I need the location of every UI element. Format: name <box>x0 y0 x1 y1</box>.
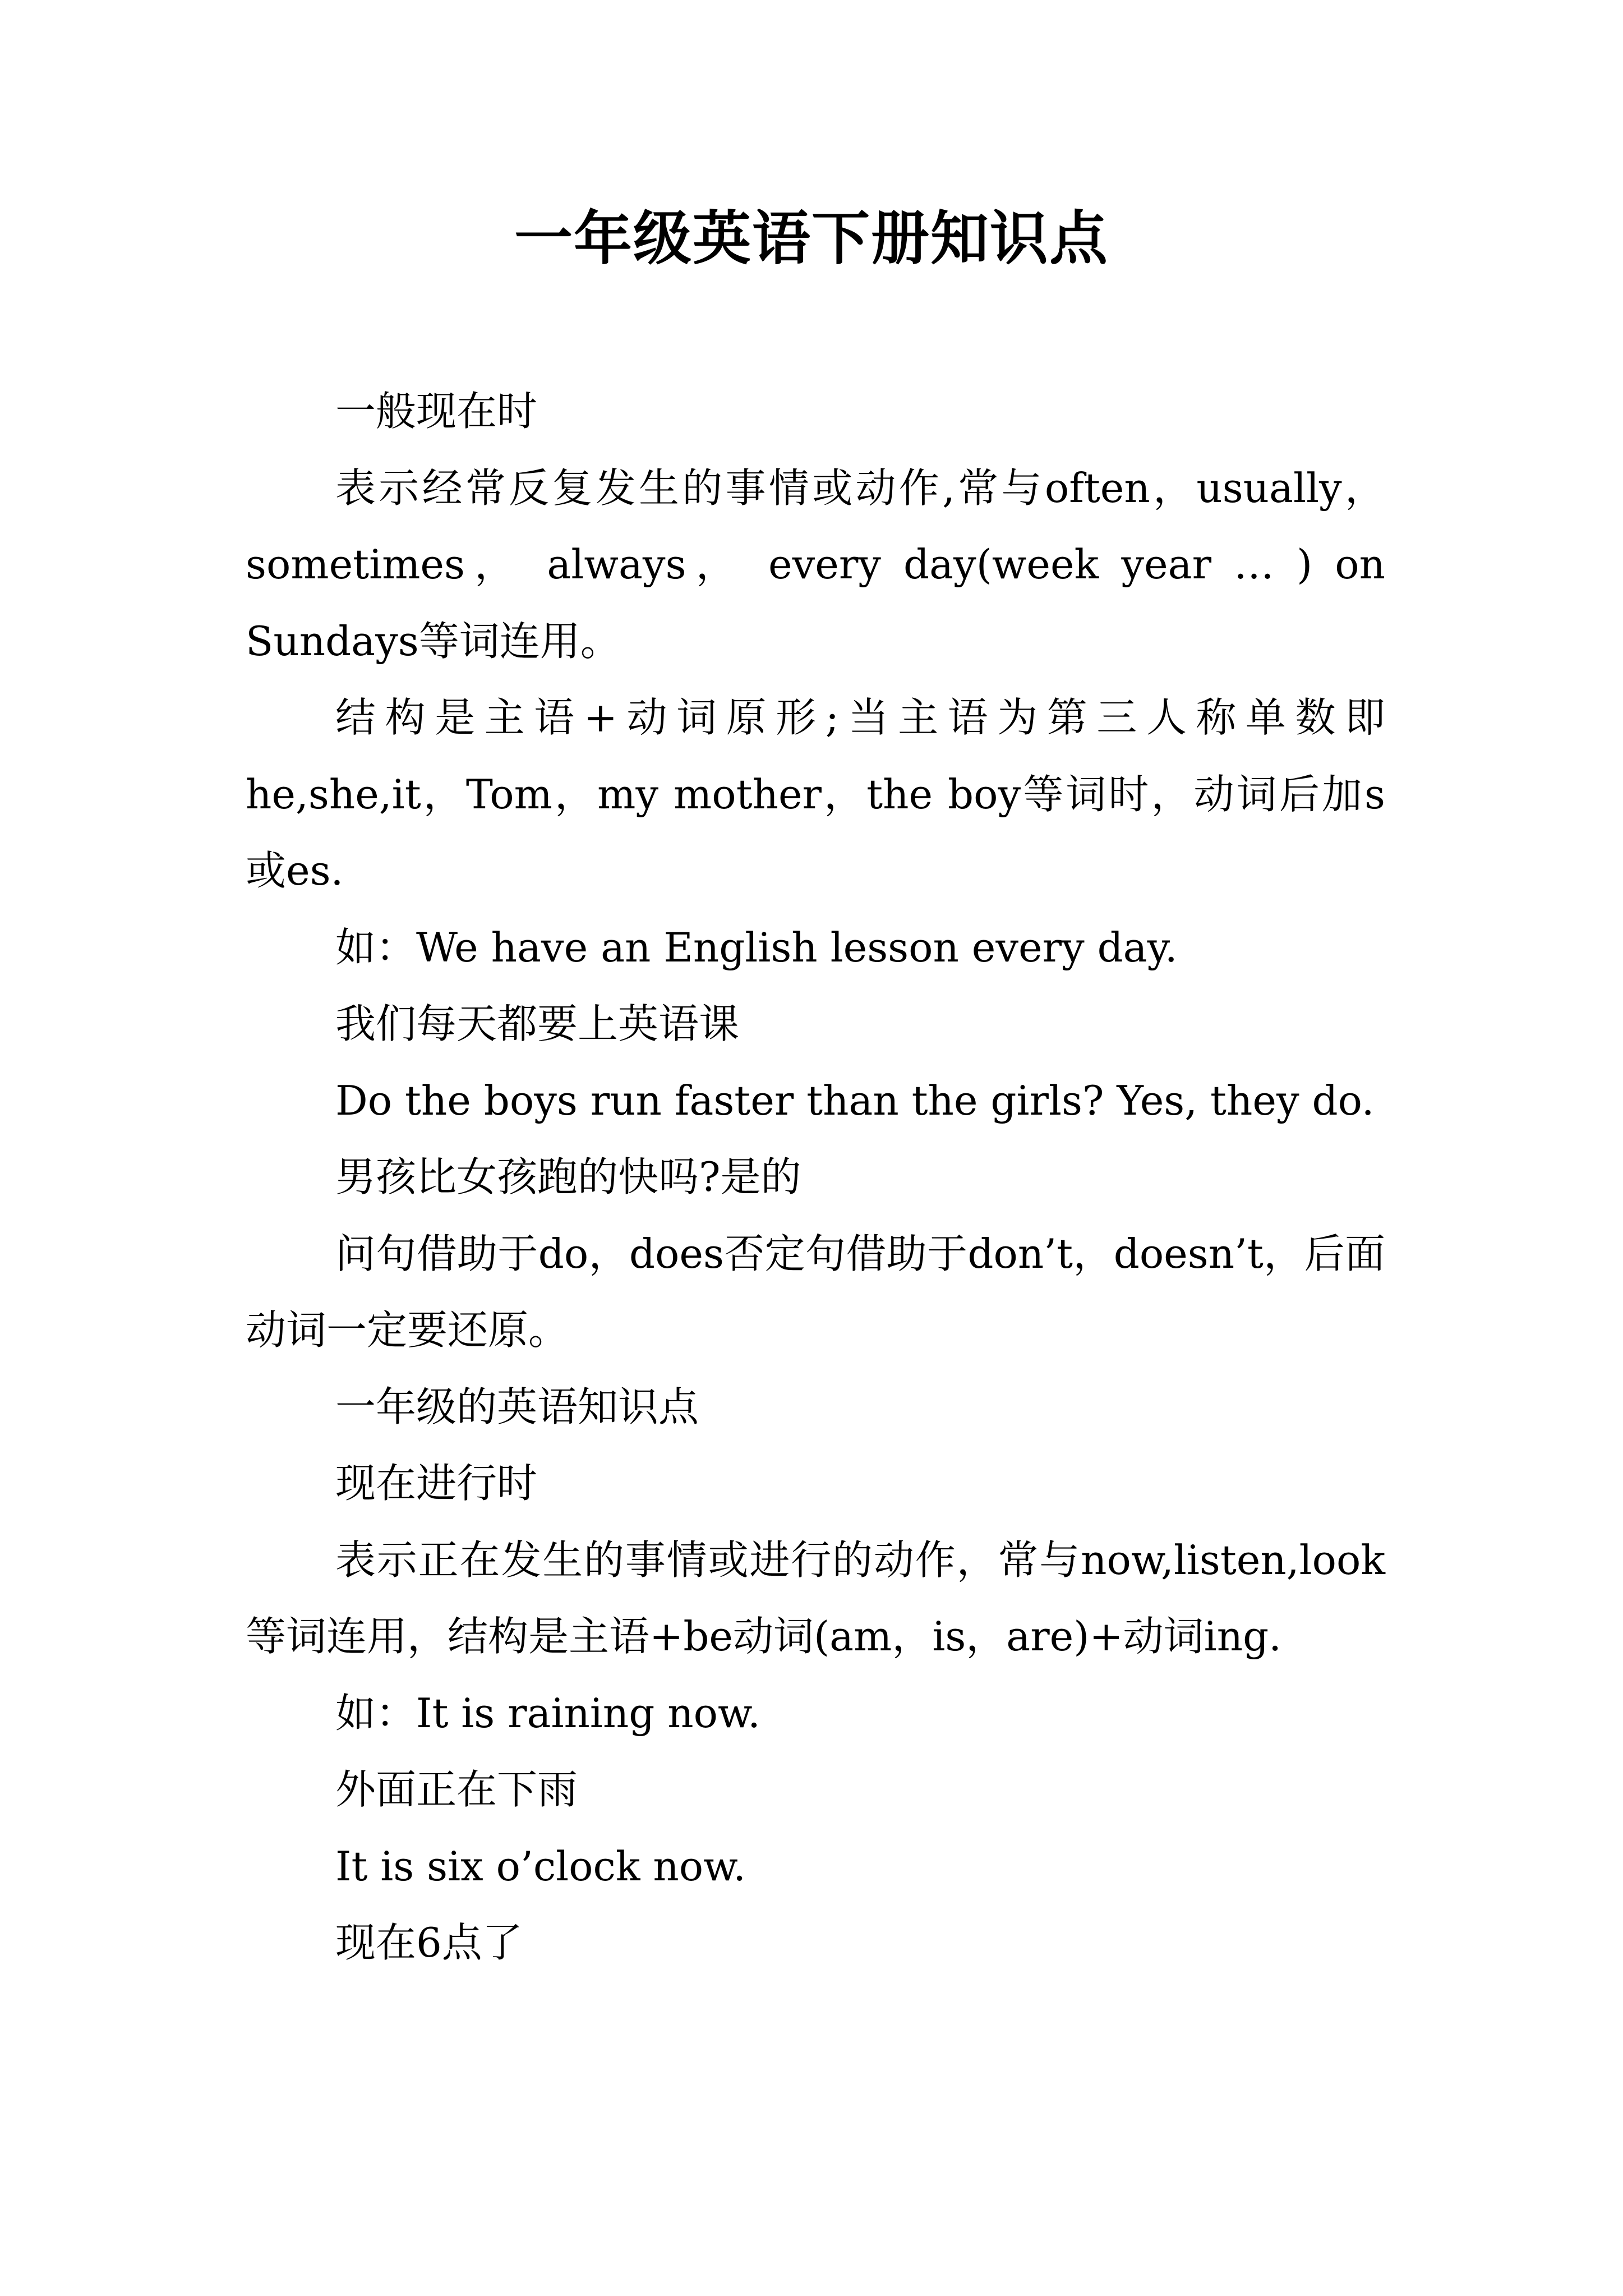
paragraph-translation-4: 现在6点了 <box>335 1919 523 1966</box>
paragraph-section-heading: 一年级的英语知识点 <box>335 1383 699 1430</box>
paragraph-translation-3: 外面正在下雨 <box>335 1766 578 1813</box>
paragraph-example-3: 如：It is raining now. <box>335 1689 760 1737</box>
paragraph-present-progressive-usage: 表示正在发生的事情或进行的动作，常与now,listen,look等词连用，结构是主语+be动词(am，is，are)+动词ing. <box>246 1536 1385 1660</box>
paragraph-simple-present-usage: 表示经常反复发生的事情或动作,常与often，usually，sometimes， always， every day(week year … ) on Sundays等词连用。 <box>246 464 1385 665</box>
paragraph-example-1: 如：We have an English lesson every day. <box>335 923 1178 971</box>
paragraph-example-4: It is six o’clock now. <box>335 1842 746 1890</box>
paragraph-heading-present-progressive: 现在进行时 <box>335 1460 538 1507</box>
paragraph-heading-simple-present: 一般现在时 <box>335 388 538 435</box>
paragraph-translation-1: 我们每天都要上英语课 <box>335 1000 740 1047</box>
paragraph-translation-2: 男孩比女孩跑的快吗?是的 <box>335 1153 801 1200</box>
document-body <box>246 373 1385 1981</box>
document-title: 一年级英语下册知识点 <box>514 204 1109 273</box>
paragraph-example-2: Do the boys run faster than the girls? Yes, they do. <box>335 1076 1375 1124</box>
paragraph-simple-present-structure: 结构是主语+动词原形;当主语为第三人称单数即he,she,it，Tom，my mother，the boy等词时，动词后加s或es. <box>246 694 1385 894</box>
paragraph-question-negative-rule: 问句借助于do，does否定句借助于don’t，doesn’t，后面动词一定要还原。 <box>246 1230 1385 1354</box>
